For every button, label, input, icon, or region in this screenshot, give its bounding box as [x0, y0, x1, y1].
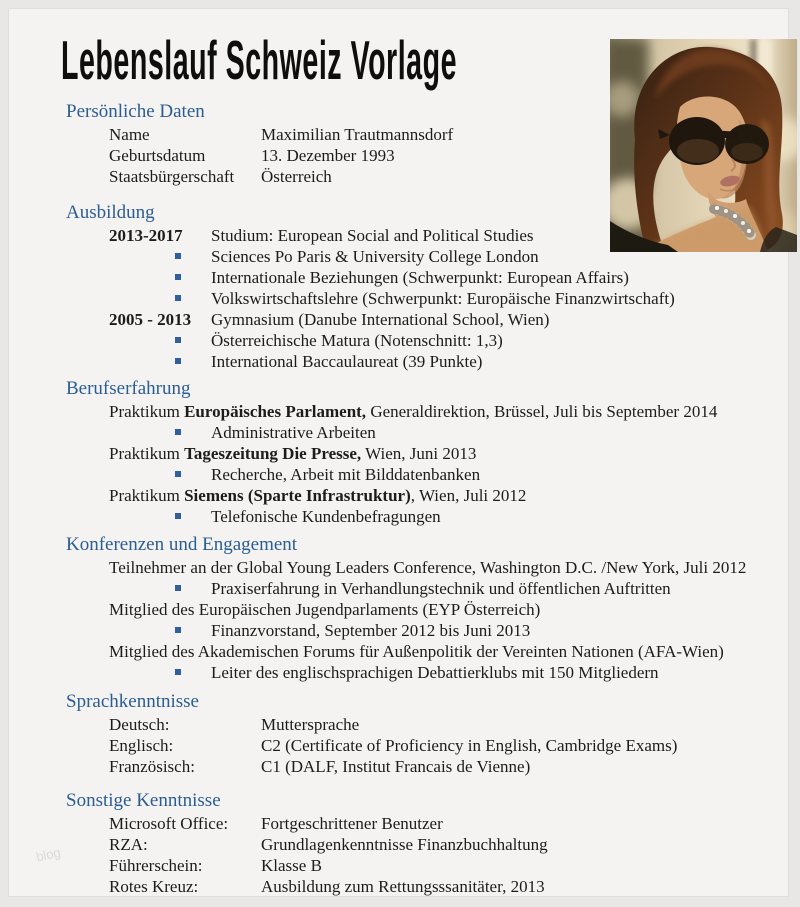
kv-row [109, 876, 788, 897]
bullet-item [211, 620, 788, 641]
kv-row [109, 714, 788, 735]
bullet-square-icon [175, 295, 181, 301]
entry-line [109, 641, 788, 662]
entry-line [109, 401, 788, 422]
bullet-text: Administrative Arbeiten [211, 423, 376, 442]
section-heading-work-experience: Berufserfahrung [66, 378, 191, 399]
entry-line [109, 309, 788, 330]
bullet-item [211, 464, 788, 485]
page-title: Lebenslauf Schweiz Vorlage [61, 29, 458, 91]
section-heading-other-skills: Sonstige Kenntnisse [66, 790, 221, 811]
section-work-experience [9, 378, 788, 527]
kv-value: Ausbildung zum Rettungsssanitäter, 2013 [261, 877, 545, 896]
section-heading-conferences: Konferenzen und Engagement [66, 534, 298, 555]
bullet-square-icon [175, 669, 181, 675]
kv-value: Klasse B [261, 856, 322, 875]
bullet-square-icon [175, 513, 181, 519]
entry-bold-text: Europäisches Parlament, [184, 402, 367, 421]
section-heading-education: Ausbildung [66, 202, 155, 223]
bullet-item [211, 351, 788, 372]
bullet-square-icon [175, 253, 181, 259]
bullet-text: Leiter des englischsprachigen Debattierklubs mit 150 Mitgliedern [211, 663, 659, 682]
bullet-text: Recherche, Arbeit mit Bilddatenbanken [211, 465, 481, 484]
portrait-photo-image [610, 39, 797, 252]
bullet-item [211, 422, 788, 443]
bullet-text: Sciences Po Paris & University College London [211, 247, 539, 266]
bullet-text: Praxiserfahrung in Verhandlungstechnik und öffentlichen Auftritten [211, 579, 671, 598]
section-heading-personal: Persönliche Daten [66, 101, 205, 122]
kv-label: Staatsbürgerschaft [109, 167, 235, 186]
kv-value: Österreich [261, 167, 332, 186]
entry-date: 2013-2017 [109, 226, 183, 245]
entry-rest: Wien, Juni 2013 [361, 444, 477, 463]
entry-text: Mitglied des Akademischen Forums für Außenpolitik der Vereinten Nationen (AFA-Wien) [109, 642, 724, 661]
kv-label: Deutsch: [109, 715, 170, 734]
entry-prefix: Praktikum [109, 486, 185, 505]
bullet-item [211, 506, 788, 527]
bullet-text: Finanzvorstand, September 2012 bis Juni 2013 [211, 621, 531, 640]
bullet-square-icon [175, 627, 181, 633]
entry-rest: , Wien, Juli 2012 [410, 486, 527, 505]
kv-row [109, 756, 788, 777]
section-conferences [9, 534, 788, 683]
kv-label: Rotes Kreuz: [109, 877, 199, 896]
bullet-square-icon [175, 585, 181, 591]
section-languages [9, 691, 788, 777]
bullet-text: International Baccaulaureat (39 Punkte) [211, 352, 483, 371]
kv-row [109, 834, 788, 855]
section-heading-languages: Sprachkenntnisse [66, 691, 199, 712]
entry-rest: Generaldirektion, Brüssel, Juli bis September 2014 [366, 402, 718, 421]
kv-label: Französisch: [109, 757, 195, 776]
entry-prefix: Praktikum [109, 402, 185, 421]
bullet-item [211, 330, 788, 351]
bullet-text: Volkswirtschaftslehre (Schwerpunkt: Europäische Finanzwirtschaft) [211, 289, 675, 308]
entry-line [109, 443, 788, 464]
kv-label: Name [109, 125, 150, 144]
bullet-item [211, 267, 788, 288]
portrait-photo [610, 39, 797, 252]
bullet-square-icon [175, 471, 181, 477]
kv-label: RZA: [109, 835, 148, 854]
kv-value: C2 (Certificate of Proficiency in English, Cambridge Exams) [261, 736, 678, 755]
entry-text: Teilnehmer an der Global Young Leaders Conference, Washington D.C. /New York, Juli 2012 [109, 558, 747, 577]
entry-line [109, 557, 788, 578]
bullet-square-icon [175, 429, 181, 435]
kv-value: Maximilian Trautmannsdorf [261, 125, 454, 144]
section-body-languages [9, 714, 788, 777]
kv-row [109, 855, 788, 876]
bullet-square-icon [175, 274, 181, 280]
kv-row [109, 735, 788, 756]
watermark: blog [34, 844, 62, 865]
entry-bold-text: Siemens (Sparte Infrastruktur) [184, 486, 411, 505]
bullet-text: Österreichische Matura (Notenschnitt: 1,3) [211, 331, 503, 350]
entry-text: Gymnasium (Danube International School, Wien) [211, 310, 550, 329]
entry-bold-text: Tageszeitung Die Presse, [184, 444, 362, 463]
bullet-text: Internationale Beziehungen (Schwerpunkt: European Affairs) [211, 268, 629, 287]
kv-label: Geburtsdatum [109, 146, 206, 165]
section-other-skills [9, 790, 788, 897]
entry-text: Studium: European Social and Political Studies [211, 226, 534, 245]
bullet-text: Telefonische Kundenbefragungen [211, 507, 441, 526]
entry-prefix: Praktikum [109, 444, 185, 463]
bullet-item [211, 578, 788, 599]
bullet-item [211, 662, 788, 683]
entry-date: 2005 - 2013 [109, 310, 192, 329]
bullet-square-icon [175, 337, 181, 343]
kv-value: Fortgeschrittener Benutzer [261, 814, 443, 833]
entry-line [109, 599, 788, 620]
kv-label: Microsoft Office: [109, 814, 229, 833]
section-body-conferences [9, 557, 788, 683]
section-body-other-skills [9, 813, 788, 897]
bullet-item [211, 288, 788, 309]
section-body-work-experience [9, 401, 788, 527]
kv-value: Muttersprache [261, 715, 360, 734]
kv-label: Führerschein: [109, 856, 203, 875]
kv-label: Englisch: [109, 736, 174, 755]
kv-row [109, 813, 788, 834]
entry-line [109, 485, 788, 506]
kv-value: C1 (DALF, Institut Francais de Vienne) [261, 757, 531, 776]
entry-text: Mitglied des Europäischen Jugendparlaments (EYP Österreich) [109, 600, 541, 619]
bullet-square-icon [175, 358, 181, 364]
kv-value: Grundlagenkenntnisse Finanzbuchhaltung [261, 835, 548, 854]
kv-value: 13. Dezember 1993 [261, 146, 395, 165]
